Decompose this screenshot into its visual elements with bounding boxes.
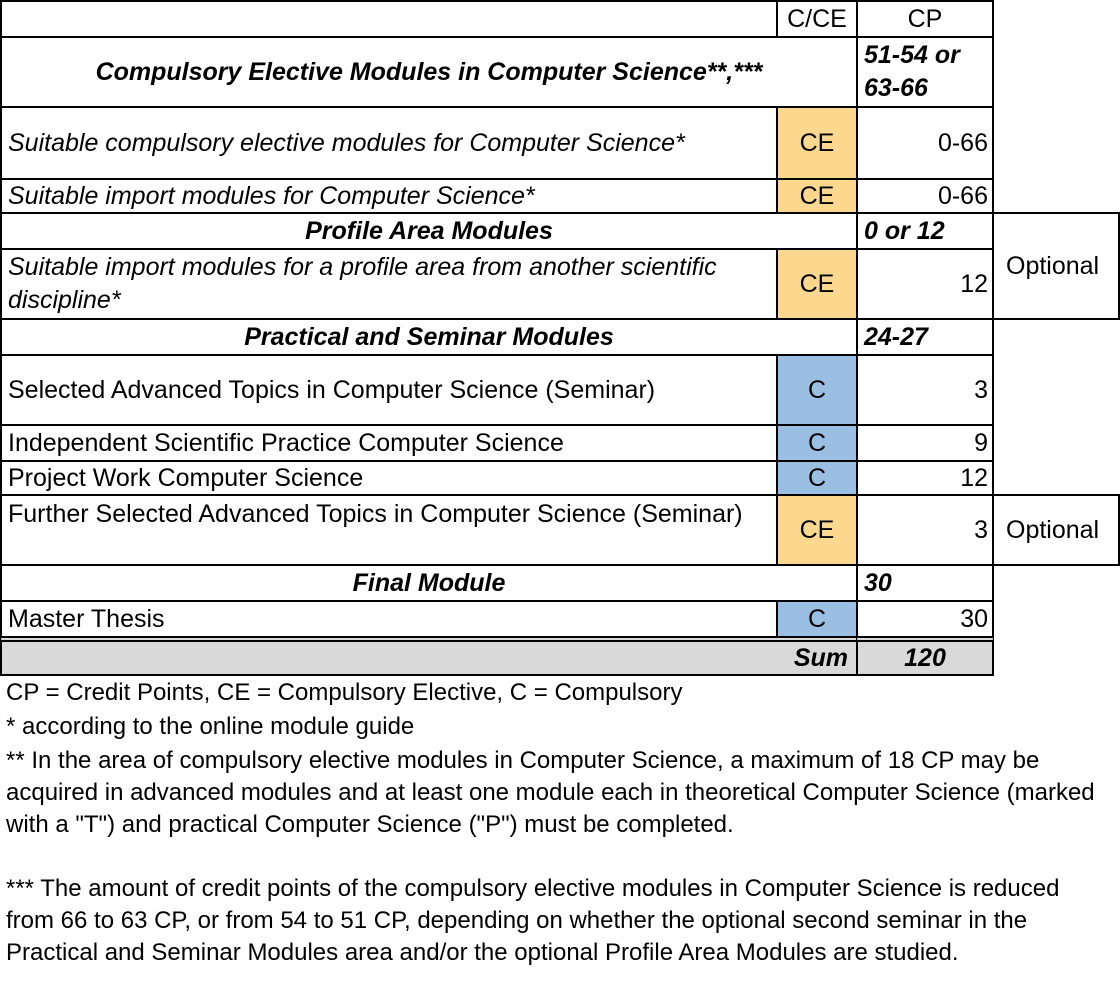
- module-name: Independent Scientific Practice Computer Science: [0, 424, 778, 462]
- module-name: Selected Advanced Topics in Computer Science (Seminar): [0, 354, 778, 426]
- section-cp-practical-seminar: 24-27: [856, 318, 994, 356]
- module-name: Further Selected Advanced Topics in Computer Science (Seminar): [0, 494, 778, 566]
- module-type: C: [776, 460, 858, 496]
- header-type: C/CE: [776, 0, 858, 38]
- module-cp: 0-66: [856, 178, 994, 214]
- legend-note: CP = Credit Points, CE = Compulsory Elective, C = Compulsory: [6, 679, 683, 706]
- module-name: Suitable compulsory elective modules for Computer Science*: [0, 106, 778, 180]
- module-cp: 12: [856, 460, 994, 496]
- footnote-2: ** In the area of compulsory elective modules in Computer Science, a maximum of 18 CP may be acquired in advanced modules and at least one module each in theoretical Computer Science (marked with a "T") and practical Computer Science ("P") must be completed.: [6, 747, 1095, 838]
- module-type: C: [776, 354, 858, 426]
- section-cp-computer-science: 51-54 or 63-66: [856, 36, 994, 108]
- module-name: Suitable import modules for Computer Science*: [0, 178, 778, 214]
- module-cp: 0-66: [856, 106, 994, 180]
- module-cp: 30: [856, 600, 994, 638]
- module-type: CE: [776, 106, 858, 180]
- module-type: CE: [776, 248, 858, 320]
- module-type: CE: [776, 494, 858, 566]
- section-title-profile-area: Profile Area Modules: [0, 212, 858, 250]
- section-cp-profile-area: 0 or 12: [856, 212, 994, 250]
- header-blank-cell: [0, 0, 778, 38]
- module-cp: 12: [856, 248, 994, 320]
- footnotes: [6, 677, 1110, 969]
- sum-label: Sum: [0, 636, 858, 676]
- module-name: Suitable import modules for a profile area from another scientific discipline*: [0, 248, 778, 320]
- module-cp: 3: [856, 494, 994, 566]
- footnote-1: * according to the online module guide: [6, 713, 415, 740]
- section-title-computer-science: Compulsory Elective Modules in Computer Science**,***: [0, 36, 858, 108]
- module-cp: 3: [856, 354, 994, 426]
- section-title-practical-seminar: Practical and Seminar Modules: [0, 318, 858, 356]
- header-cp: CP: [856, 0, 994, 38]
- module-name: Project Work Computer Science: [0, 460, 778, 496]
- module-name: Master Thesis: [0, 600, 778, 638]
- sum-cp: 120: [856, 636, 994, 676]
- footnote-3: *** The amount of credit points of the compulsory elective modules in Computer Science is reduced from 66 to 63 CP, or from 54 to 51 CP, depending on whether the optional second seminar in the Practical and Seminar Modules area and/or the optional Profile Area Modules are studied.: [6, 875, 1060, 966]
- module-type: CE: [776, 178, 858, 214]
- optional-note: Optional: [992, 494, 1120, 566]
- module-type: C: [776, 600, 858, 638]
- section-title-final-module: Final Module: [0, 564, 858, 602]
- module-cp: 9: [856, 424, 994, 462]
- optional-note: Optional: [992, 212, 1120, 320]
- section-cp-final-module: 30: [856, 564, 994, 602]
- module-type: C: [776, 424, 858, 462]
